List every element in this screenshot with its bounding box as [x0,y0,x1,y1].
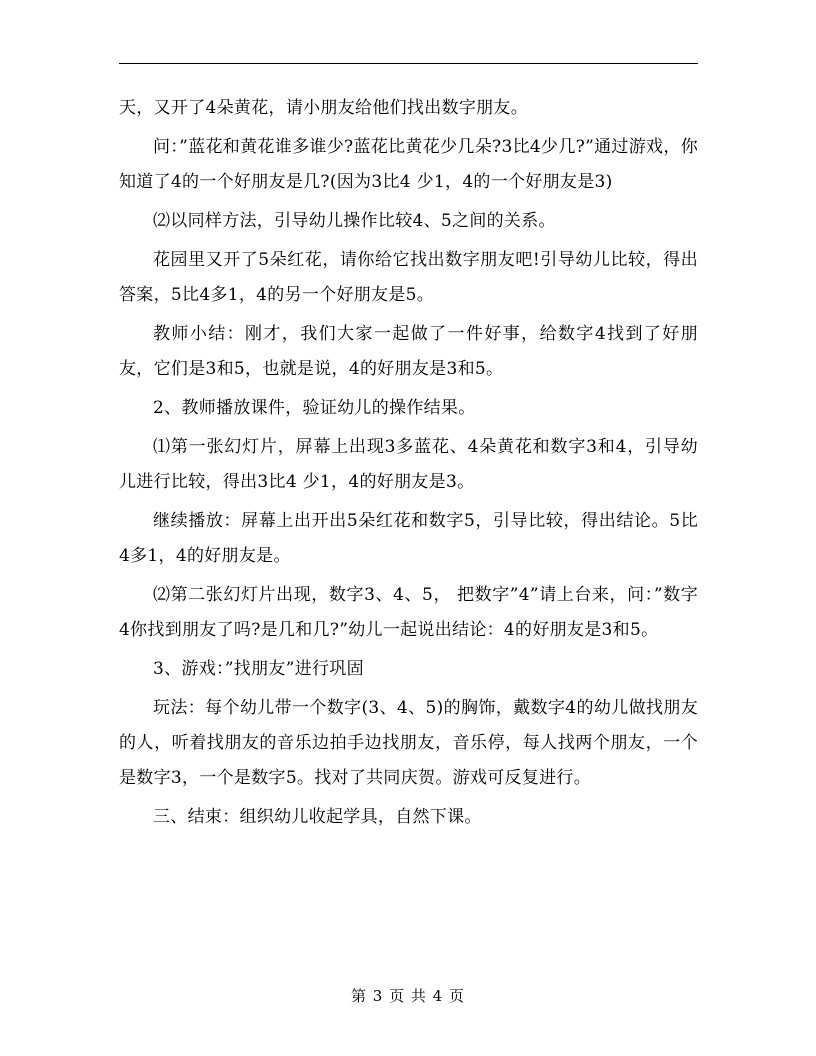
paragraph-12: 三、结束：组织幼儿收起学具，自然下课。 [153,807,482,827]
paragraph-5: 教师小结：刚才，我们大家一起做了一件好事，给数字4找到了好朋友，它们是3和5，也就是说，4的好朋友是3和5。 [119,324,698,379]
paragraph-6: 2、教师播放课件，验证幼儿的操作结果。 [153,398,476,418]
paragraph-9: ⑵第二张幻灯片出现，数字3、4、5， 把数字”4”请上台来，问：”数字4你找到朋友了吗?是几和几?”幼儿一起说出结论：4的好朋友是3和5。 [119,585,698,640]
paragraph-10: 3、游戏：”找朋友”进行巩固 [153,659,364,679]
paragraph-11: 玩法：每个幼儿带一个数字(3、4、5)的胸饰，戴数字4的幼儿做找朋友的人，听着找朋友的音乐边拍手边找朋友，音乐停，每人找两个朋友，一个是数字3，一个是数字5。找对了共同庆贺。游戏可反复进行。 [119,698,698,788]
document-body [119,91,698,839]
paragraph-3: ⑵以同样方法，引导幼儿操作比较4、5之间的关系。 [153,211,556,231]
paragraph-8: 继续播放：屏幕上出开出5朵红花和数字5，引导比较，得出结论。5比4多1，4的好朋友是。 [119,511,698,566]
paragraph-1: 天，又开了4朵黄花，请小朋友给他们找出数字朋友。 [119,98,529,118]
page-number-footer: 第 3 页 共 4 页 [351,987,465,1005]
paragraph-4: 花园里又开了5朵红花，请你给它找出数字朋友吧!引导幼儿比较，得出答案，5比4多1，4的另一个好朋友是5。 [119,250,698,305]
header-rule [119,63,698,64]
paragraph-2: 问：”蓝花和黄花谁多谁少?蓝花比黄花少几朵?3比4少几?”通过游戏，你知道了4的一个好朋友是几?(因为3比4 少1，4的一个好朋友是3) [119,137,698,192]
paragraph-7: ⑴第一张幻灯片，屏幕上出现3多蓝花、4朵黄花和数字3和4，引导幼儿进行比较，得出3比4 少1，4的好朋友是3。 [119,437,698,492]
